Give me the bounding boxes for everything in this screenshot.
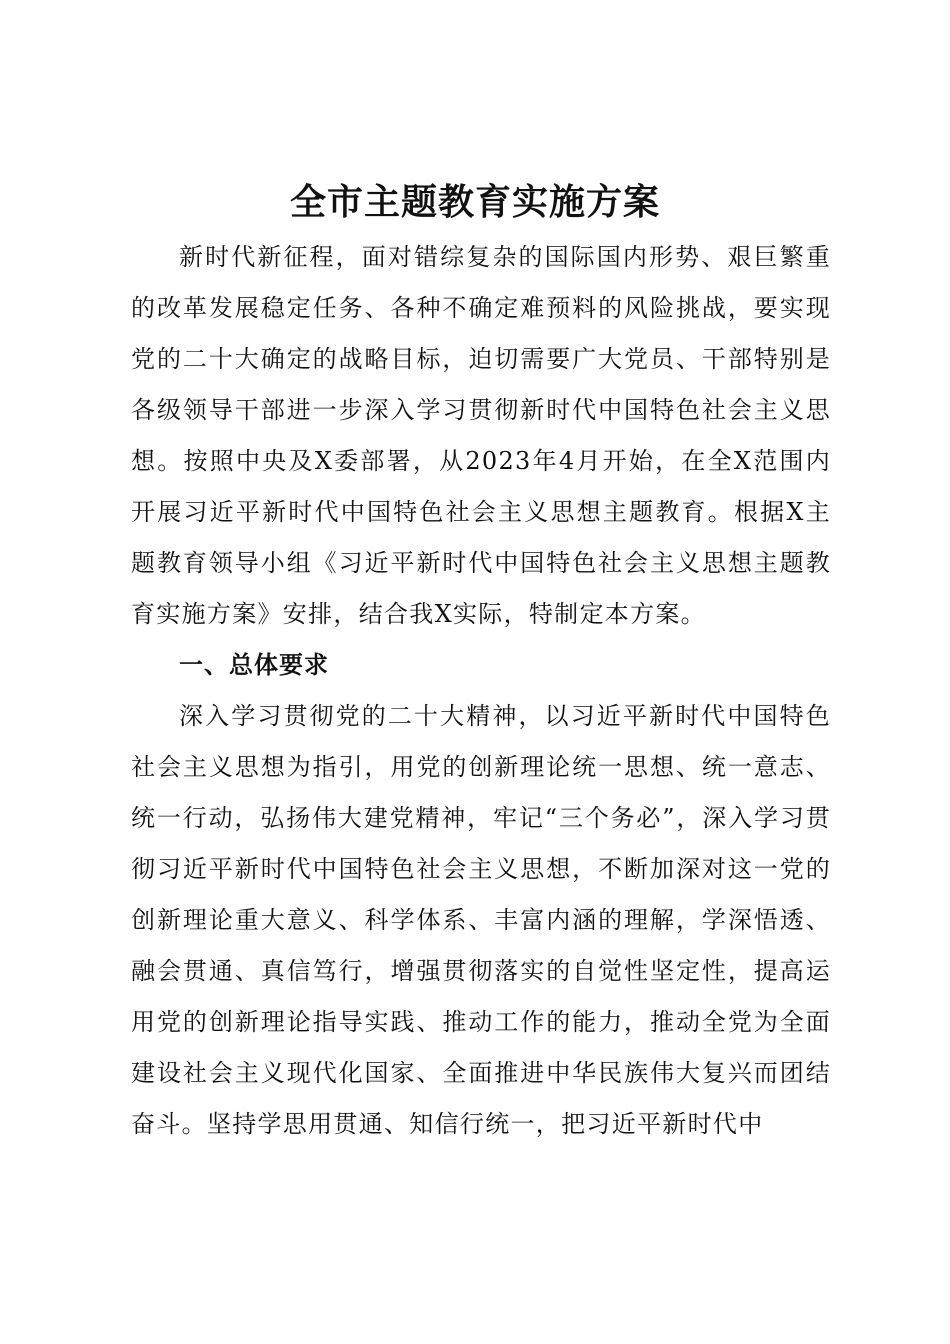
section-heading: 一、总体要求 [179,651,329,679]
section-paragraph-block [131,691,831,1150]
section-paragraph: 深入学习贯彻党的二十大精神，以习近平新时代中国特色社会主义思想为指引，用党的创新理论统一思想、统一意志、统一行动，弘扬伟大建党精神，牢记“三个务必”，深入学习贯彻习近平新时代中国特色社会主义思想，不断加深对这一党的创新理论重大意义、科学体系、丰富内涵的理解，学深悟透、融会贯通、真信笃行，增强贯彻落实的自觉性坚定性，提高运用党的创新理论指导实践、推动工作的能力，推动全党为全面建设社会主义现代化国家、全面推进中华民族伟大复兴而团结奋斗。坚持学思用贯通、知信行统一，把习近平新时代中 [131,702,831,1138]
intro-paragraph: 新时代新征程，面对错综复杂的国际国内形势、艰巨繁重的改革发展稳定任务、各种不确定难预料的风险挑战，要实现党的二十大确定的战略目标，迫切需要广大党员、干部特别是各级领导干部进一步深入学习贯彻新时代中国特色社会主义思想。按照中央及X委部署，从2023年4月开始，在全X范围内开展习近平新时代中国特色社会主义思想主题教育。根据X主题教育领导小组《习近平新时代中国特色社会主义思想主题教育实施方案》安排，结合我X实际，特制定本方案。 [131,243,831,628]
intro-paragraph-block [131,232,831,640]
document-title: 全市主题教育实施方案 [289,182,660,223]
